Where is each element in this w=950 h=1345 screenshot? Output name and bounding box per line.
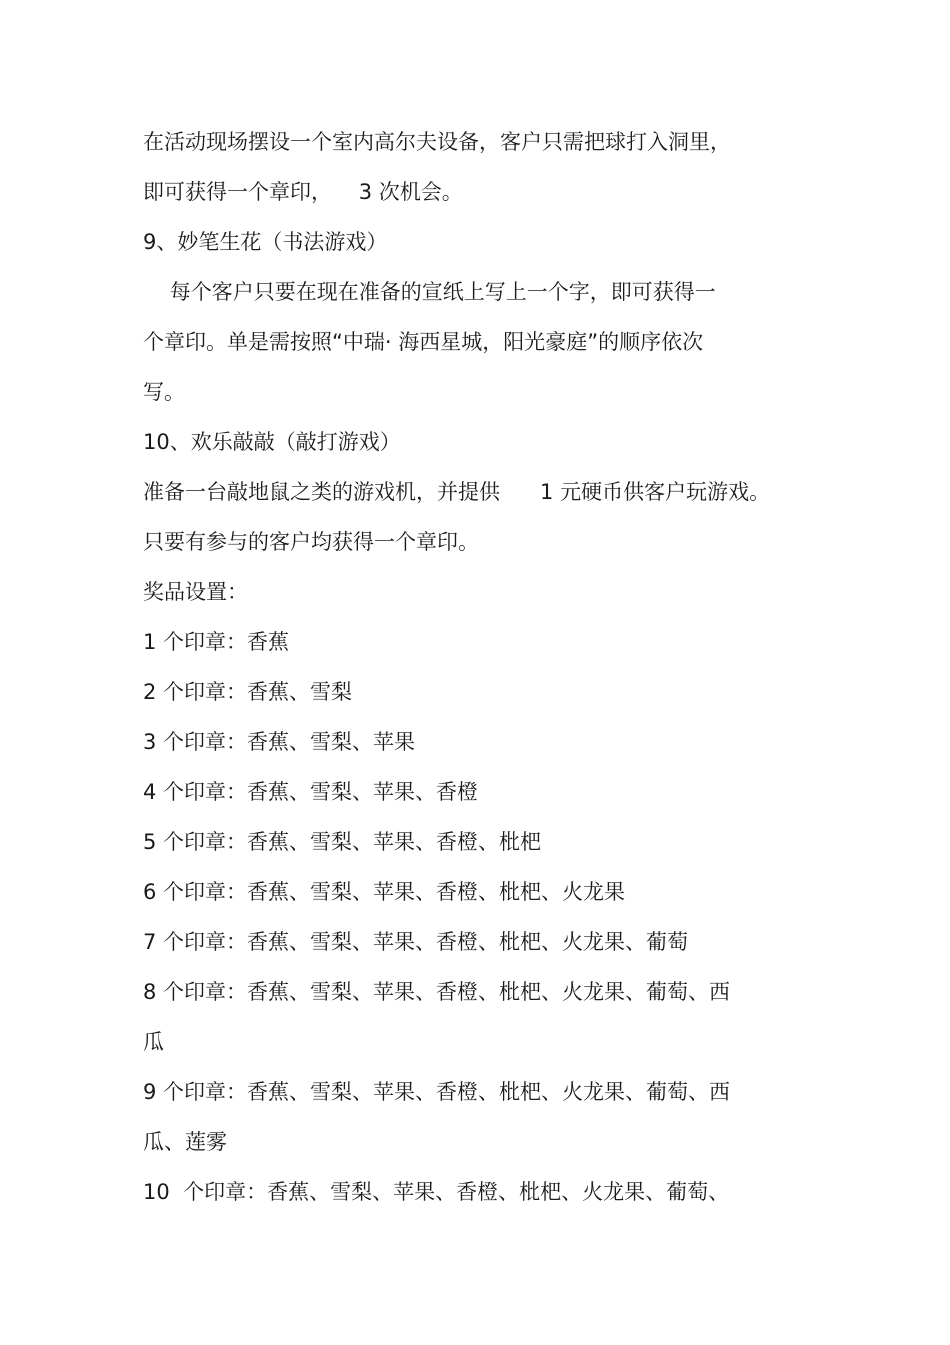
prize-item-5: 5 个印章：香蕉、雪梨、苹果、香橙、枇杷: [143, 830, 542, 854]
prize-item-7: 7 个印章：香蕉、雪梨、苹果、香橙、枇杷、火龙果、葡萄: [143, 930, 689, 954]
section-heading-whack: 10、欢乐敲敲（敲打游戏）: [143, 430, 401, 454]
paragraph-calligraphy-line-1: 每个客户只要在现在准备的宣纸上写上一个字，即可获得一: [143, 280, 716, 304]
section-heading-calligraphy: 9、妙笔生花（书法游戏）: [143, 230, 388, 254]
paragraph-calligraphy-line-2: 个章印。单是需按照“中瑞· 海西星城，阳光豪庭”的顺序依次: [143, 330, 704, 354]
prize-item-9-continued: 瓜、莲雾: [143, 1130, 227, 1154]
prize-item-4: 4 个印章：香蕉、雪梨、苹果、香橙: [143, 780, 479, 804]
prize-item-3: 3 个印章：香蕉、雪梨、苹果: [143, 730, 416, 754]
prize-item-1: 1 个印章：香蕉: [143, 630, 290, 654]
prize-item-9: 9 个印章：香蕉、雪梨、苹果、香橙、枇杷、火龙果、葡萄、西: [143, 1080, 731, 1104]
prize-item-8-continued: 瓜: [143, 1030, 164, 1054]
prize-item-8: 8 个印章：香蕉、雪梨、苹果、香橙、枇杷、火龙果、葡萄、西: [143, 980, 731, 1004]
prize-item-2: 2 个印章：香蕉、雪梨: [143, 680, 353, 704]
paragraph-whack-line-1: 准备一台敲地鼠之类的游戏机，并提供 1 元硬币供客户玩游戏。: [143, 480, 771, 504]
paragraph-golf-line-1: 在活动现场摆设一个室内高尔夫设备，客户只需把球打入洞里，: [143, 130, 731, 154]
paragraph-golf-line-2: 即可获得一个章印， 3 次机会。: [143, 180, 463, 204]
paragraph-calligraphy-line-3: 写。: [143, 380, 185, 404]
prize-settings-heading: 奖品设置：: [143, 580, 248, 604]
prize-item-10: 10 个印章：香蕉、雪梨、苹果、香橙、枇杷、火龙果、葡萄、: [143, 1180, 730, 1204]
paragraph-whack-line-2: 只要有参与的客户均获得一个章印。: [143, 530, 479, 554]
prize-item-6: 6 个印章：香蕉、雪梨、苹果、香橙、枇杷、火龙果: [143, 880, 626, 904]
